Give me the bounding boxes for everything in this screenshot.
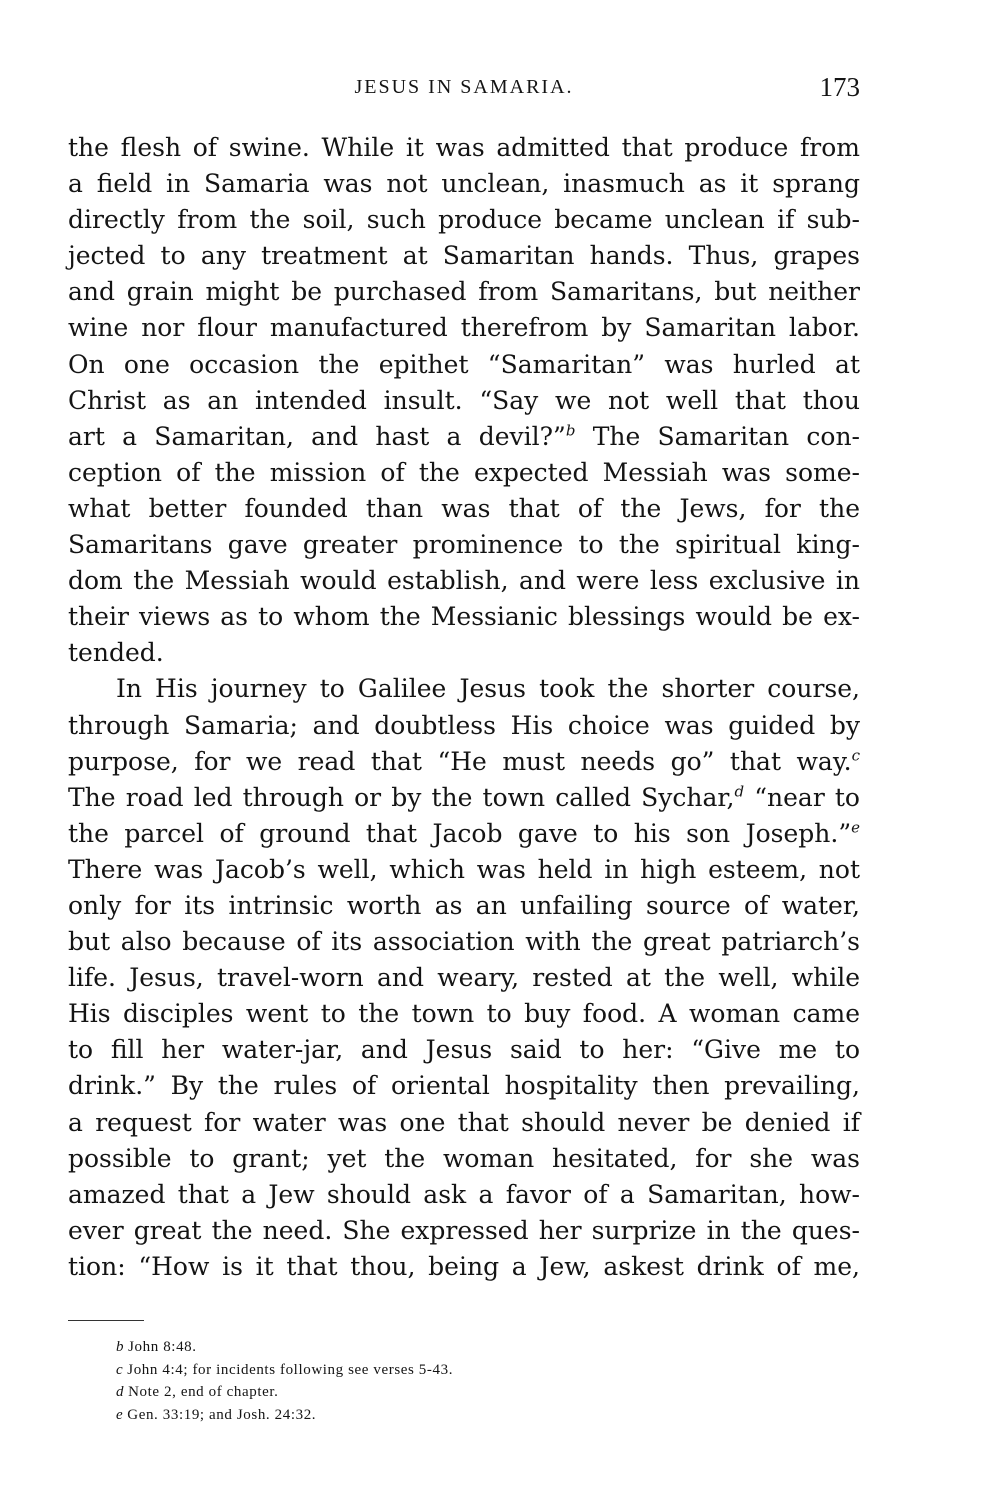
page-header [68, 72, 860, 112]
text-line: possible to grant; yet the woman hesitated, for she was [68, 1143, 860, 1173]
text-line: what better founded than was that of the Jews, for the [68, 493, 860, 523]
footnote-mark: d [116, 1384, 125, 1400]
footnote-text: Gen. 33:19; and Josh. 24:32. [127, 1406, 317, 1423]
text-line: In His journey to Galilee Jesus took the shorter course, [116, 674, 860, 704]
footnote-c [116, 1359, 816, 1382]
text-line: their views as to whom the Messianic blessings would be ex- [68, 602, 860, 632]
footnote-b [116, 1336, 816, 1359]
text-line: dom the Messiah would establish, and were less exclusive in [68, 566, 860, 596]
text-segment: the parcel of ground that Jacob gave to his son Joseph.” [68, 818, 852, 848]
text-line: through Samaria; and doubtless His choice was guided by [68, 710, 860, 740]
text-line: tended. [68, 638, 164, 668]
text-line: Samaritans gave greater prominence to the spiritual king- [68, 530, 860, 560]
text-line: the flesh of swine. While it was admitted that produce from [68, 133, 860, 162]
footnote-mark: b [116, 1339, 125, 1355]
running-title: JESUS IN SAMARIA. [354, 76, 574, 98]
text-segment: purpose, for we read that “He must needs go” that way. [68, 746, 852, 776]
text-segment: “near to [754, 782, 860, 812]
footnote-d [116, 1381, 816, 1404]
text-line: Christ as an intended insult. “Say we not well that thou [68, 385, 860, 415]
text-line: On one occasion the epithet “Samaritan” was hurled at [68, 349, 860, 379]
text-line: wine nor flour manufactured therefrom by Samaritan labor. [68, 313, 860, 343]
footnote-ref-d[interactable]: d [734, 782, 745, 801]
footnote-mark: e [116, 1406, 124, 1423]
text-line: a field in Samaria was not unclean, inasmuch as it sprang [68, 169, 860, 199]
text-segment: The road led through or by the town called Sychar, [68, 782, 735, 812]
text-line: ever great the need. She expressed her surprize in the ques- [68, 1215, 860, 1245]
text-line: amazed that a Jew should ask a favor of a Samaritan, how- [68, 1179, 860, 1209]
text-line: only for its intrinsic worth as an unfailing source of water, [68, 890, 860, 920]
text-line: a request for water was one that should never be denied if [68, 1107, 860, 1137]
text-segment: art a Samaritan, and hast a devil?” [68, 421, 566, 451]
footnote-mark: c [116, 1361, 124, 1378]
footnote-e [116, 1404, 816, 1427]
footnote-text: John 8:48. [128, 1339, 197, 1355]
text-line: tion: “How is it that thou, being a Jew, askest drink of me, [68, 1251, 860, 1281]
footnote-text: Note 2, end of chapter. [128, 1384, 279, 1400]
footnotes [116, 1336, 816, 1426]
text-line: His disciples went to the town to buy food. A woman came [68, 999, 860, 1029]
footnote-ref-e[interactable]: e [851, 818, 860, 837]
text-line: jected to any treatment at Samaritan hands. Thus, grapes [68, 241, 860, 271]
text-segment: The Samaritan con- [592, 421, 861, 451]
page-number: 173 [819, 72, 860, 102]
footnote-ref-c[interactable]: c [851, 746, 860, 765]
text-line: life. Jesus, travel-worn and weary, rested at the well, while [68, 963, 860, 993]
footnote-divider [68, 1320, 144, 1321]
text-line: and grain might be purchased from Samaritans, but neither [68, 277, 860, 307]
text-line: but also because of its association with the great patriarch’s [68, 927, 860, 957]
text-line: drink.” By the rules of oriental hospitality then prevailing, [68, 1071, 860, 1101]
text-line [68, 780, 860, 816]
text-line: There was Jacob’s well, which was held in high esteem, not [68, 854, 860, 884]
footnote-text: John 4:4; for incidents following see verses 5-43. [127, 1361, 454, 1378]
text-line [68, 744, 860, 780]
text-line: directly from the soil, such produce became unclean if sub- [68, 205, 860, 235]
footnote-ref-b[interactable]: b [565, 421, 576, 440]
text-line [68, 419, 860, 455]
text-line [68, 816, 860, 852]
body-text [68, 130, 860, 1285]
text-line: to fill her water-jar, and Jesus said to her: “Give me to [68, 1035, 860, 1065]
text-line: ception of the mission of the expected Messiah was some- [68, 457, 860, 487]
